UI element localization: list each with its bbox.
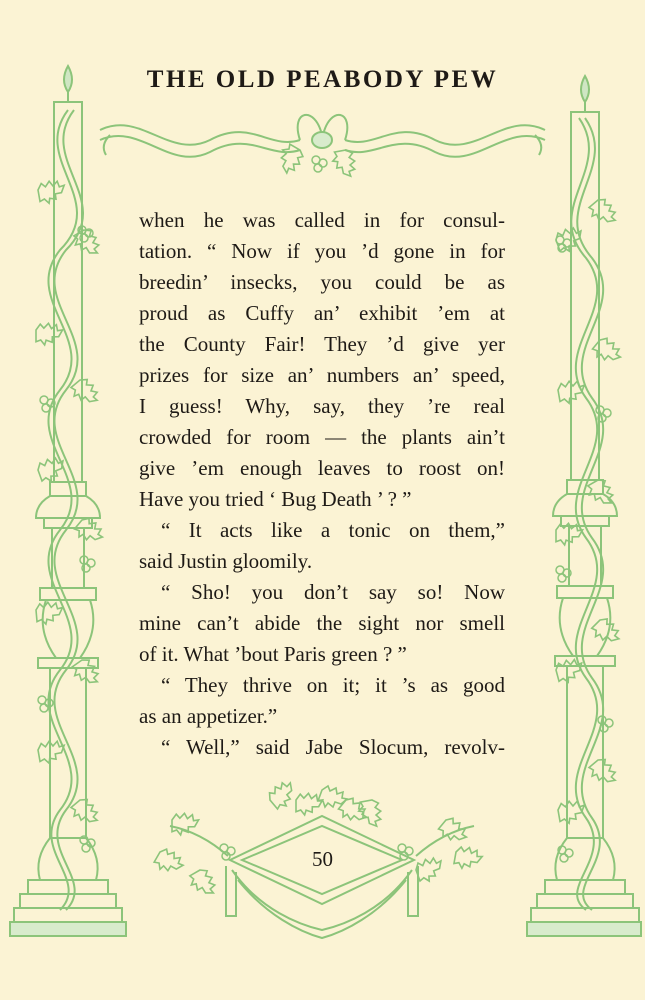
text-line: “ Sho! you don’t say so! Now <box>161 580 505 604</box>
text-line: “ It acts like a tonic on them,” <box>161 518 505 542</box>
text-line: Have you tried ‘ Bug Death ’ ? ” <box>139 487 412 511</box>
text-line: said Justin gloomily. <box>139 549 313 573</box>
text-line: the County Fair! They ’d give yer <box>139 332 505 356</box>
page-number: 50 <box>312 847 333 871</box>
right-holly-vine-icon <box>550 118 624 910</box>
text-line: as an appetizer.” <box>139 704 278 728</box>
text-line: proud as Cuffy an’ exhibit ’em at <box>139 301 505 325</box>
text-line: mine can’t abide the sight nor smell <box>139 611 505 635</box>
running-head: THE OLD PEABODY PEW <box>146 66 499 93</box>
ribbon-bow-icon <box>100 115 545 180</box>
text-line: crowded for room — the plants ain’t <box>139 425 505 449</box>
left-holly-vine-icon <box>31 110 107 910</box>
text-line: “ Well,” said Jabe Slocum, revolv- <box>161 735 505 759</box>
text-line: when he was called in for consul- <box>139 208 505 232</box>
body-text <box>139 205 505 763</box>
text-line: breedin’ insecks, you could be as <box>139 270 505 294</box>
text-line: of it. What ’bout Paris green ? ” <box>139 642 407 666</box>
text-line: I guess! Why, say, they ’re real <box>139 394 505 418</box>
text-line: give ’em enough leaves to roost on! <box>139 456 505 480</box>
left-candle-icon <box>10 66 126 936</box>
text-line: “ They thrive on it; it ’s as good <box>161 673 505 697</box>
text-line: prizes for size an’ numbers an’ speed, <box>139 363 505 387</box>
text-line: tation. “ Now if you ’d gone in for <box>139 239 505 263</box>
